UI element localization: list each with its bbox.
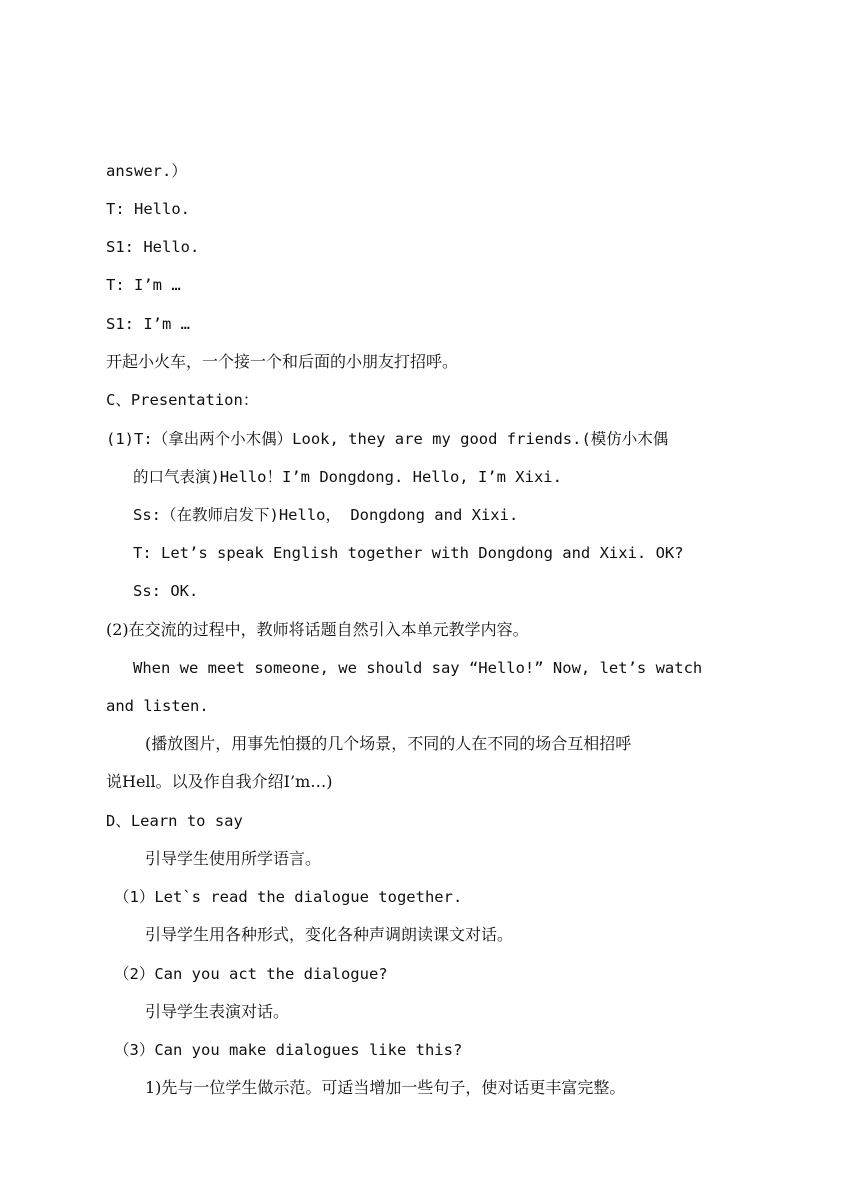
text-line: （2）Can you act the dialogue? bbox=[114, 965, 388, 983]
text-line: 的口气表演)Hello！I’m Dongdong. Hello, I’m Xixi. bbox=[133, 468, 562, 486]
text-line: T: Hello. bbox=[106, 200, 190, 218]
text-line: （3）Can you make dialogues like this? bbox=[114, 1041, 463, 1059]
text-line: answer.） bbox=[106, 162, 187, 180]
text-line: 开起小火车，一个接一个和后面的小朋友打招呼。 bbox=[106, 352, 459, 371]
text-line: and listen. bbox=[106, 697, 209, 715]
section-heading: D、Learn to say bbox=[106, 812, 243, 830]
text-line: Ss: OK. bbox=[133, 582, 199, 600]
text-line: (1)T:（拿出两个小木偶）Look, they are my good friends.(模仿小木偶 bbox=[106, 430, 669, 448]
text-line: T: Let’s speak English together with Dongdong and Xixi. OK? bbox=[133, 544, 684, 562]
text-line: When we meet someone, we should say “Hello!” Now, let’s watch bbox=[133, 659, 703, 677]
text-line: 引导学生使用所学语言。 bbox=[145, 849, 322, 868]
text-line: Ss:（在教师启发下)Hello， Dongdong and Xixi. bbox=[133, 506, 519, 524]
text-line: 引导学生表演对话。 bbox=[145, 1002, 290, 1021]
text-line: S1: Hello. bbox=[106, 238, 200, 256]
text-line: 1)先与一位学生做示范。可适当增加一些句子，使对话更丰富完整。 bbox=[145, 1078, 626, 1097]
section-heading: C、Presentation： bbox=[106, 391, 259, 409]
text-line: (2)在交流的过程中，教师将话题自然引入本单元教学内容。 bbox=[106, 620, 529, 639]
text-line: S1: I’m … bbox=[106, 315, 190, 333]
text-line: T: I’m … bbox=[106, 276, 181, 294]
text-line: 引导学生用各种形式，变化各种声调朗读课文对话。 bbox=[145, 925, 514, 944]
text-line: 说Hell。以及作自我介绍I’m…) bbox=[106, 772, 333, 791]
text-line: （1）Let`s read the dialogue together. bbox=[114, 888, 463, 906]
text-line: (播放图片，用事先怕摄的几个场景，不同的人在不同的场合互相招呼 bbox=[145, 734, 632, 753]
